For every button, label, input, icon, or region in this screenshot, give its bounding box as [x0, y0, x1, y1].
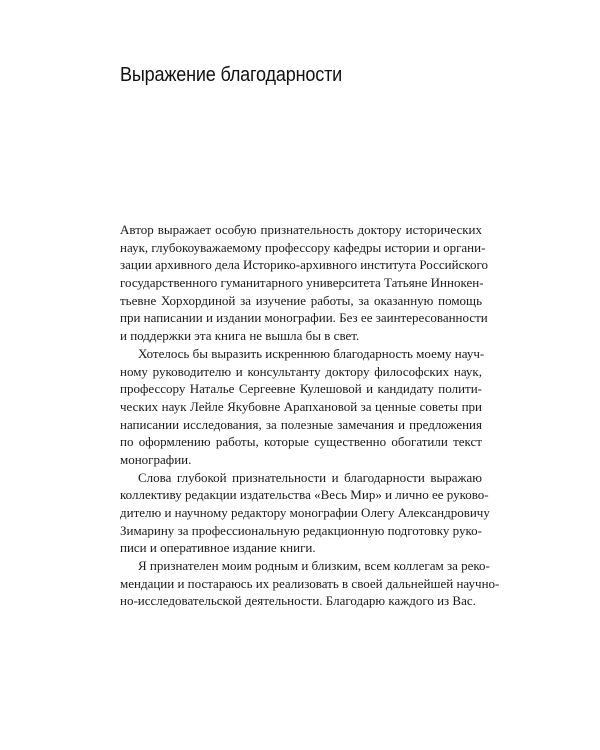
paragraph-1 [120, 221, 488, 345]
text-line: Автор выражает особую признательность доктору исторических [120, 222, 482, 237]
text-line: мендации и постараюсь их реализовать в своей дальнейшей научно- [120, 575, 500, 591]
text-line: Слова глубокой признательности и благодарности выражаю [138, 469, 482, 485]
text-line: зации архивного дела Историко-архивного института Российского [120, 257, 488, 273]
text-line: ному руководителю и консультанту доктору философских наук, [120, 363, 482, 379]
text-line: Зимарину за профессиональную редакционную подготовку руко- [120, 522, 482, 538]
text-line: дителю и научному редактору монографии Олегу Александровичу [120, 505, 490, 520]
text-line: наук, глубокоуважаемому профессору кафедры истории и органи- [120, 239, 486, 255]
text-line: профессору Наталье Сергеевне Кулешовой и кандидату полити- [120, 381, 482, 397]
page-heading: Выражение благодарности [120, 63, 343, 86]
paragraph-3 [120, 469, 490, 557]
text-line: написании исследования, за полезные замечания и предложения [120, 416, 482, 432]
acknowledgement-text [120, 221, 500, 610]
text-line: писи и оперативное издание книги. [120, 540, 316, 556]
text-line: монографии. [120, 451, 192, 467]
text-line: при написании и издании монографии. Без ее заинтересованности [120, 310, 488, 326]
paragraph-2 [120, 345, 485, 469]
text-line: ческих наук Лейле Якубовне Арапхановой за ценные советы при [120, 398, 482, 414]
text-line: но-исследовательской деятельности. Благодарю каждого из Вас. [120, 593, 476, 609]
text-line: государственного гуманитарного университета Татьяне Иннокен- [120, 275, 484, 291]
text-line: коллективу редакции издательства «Весь Мир» и лично ее руково- [120, 487, 489, 503]
paragraph-4 [120, 557, 500, 610]
text-line: тьевне Хорхординой за изучение работы, за оказанную помощь [120, 292, 482, 308]
text-line: Хотелось бы выразить искреннюю благодарность моему науч- [138, 345, 485, 361]
text-line: Я признателен моим родным и близким, всем коллегам за реко- [138, 558, 490, 574]
text-line: по оформлению работы, которые существенно обогатили текст [120, 434, 482, 450]
text-line: и поддержки эта книга не вышла бы в свет. [120, 328, 360, 344]
